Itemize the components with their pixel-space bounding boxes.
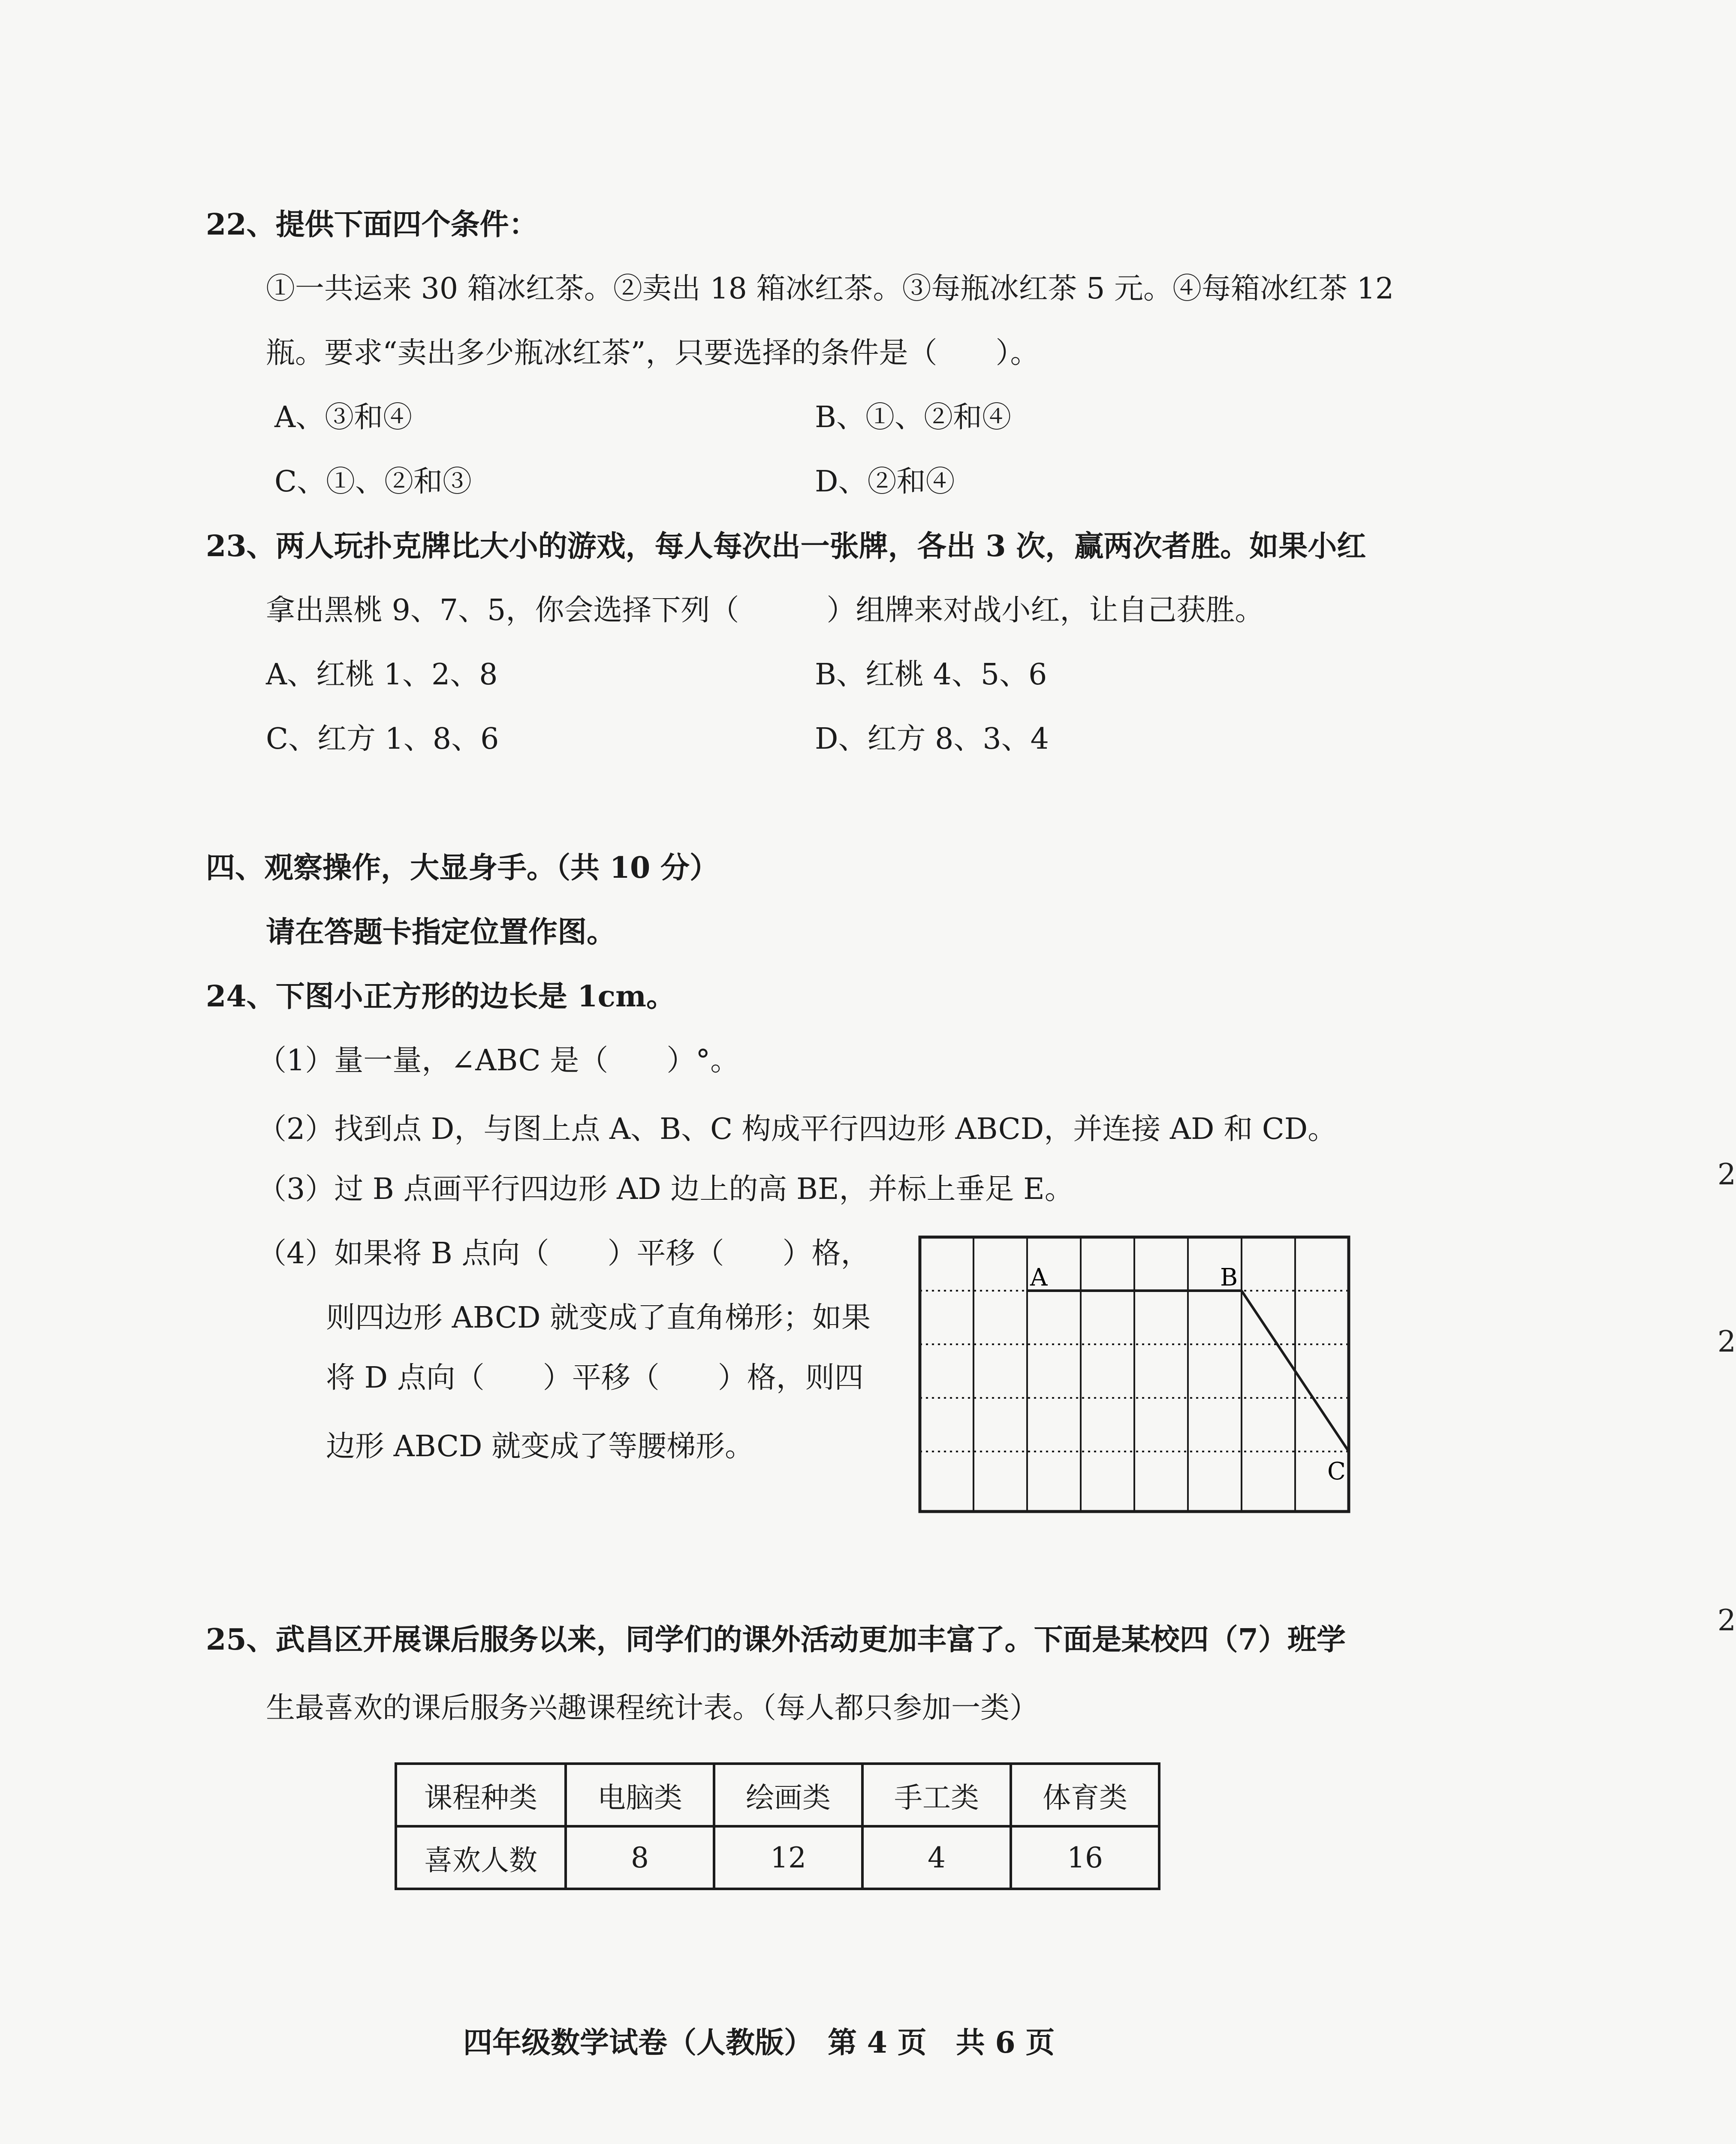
q24-sub2: （2）找到点 D，与图上点 A、B、C 构成平行四边形 ABCD，并连接 AD 和 CD。 xyxy=(257,1112,1337,1146)
table-header-cell: 电脑类 xyxy=(566,1764,714,1826)
q24-sub1: （1）量一量，∠ABC 是（ ）°。 xyxy=(257,1044,740,1078)
table-header-cell: 体育类 xyxy=(1011,1764,1159,1826)
square-grid-figure xyxy=(918,1235,1351,1514)
point-b-label: B xyxy=(1220,1264,1238,1292)
q22-conditions-line2: 瓶。要求“卖出多少瓶冰红茶”，只要选择的条件是（ ）。 xyxy=(266,336,1040,370)
table-cell: 4 xyxy=(862,1826,1011,1889)
table-cell: 12 xyxy=(714,1826,862,1889)
table-header-cell: 课程种类 xyxy=(396,1764,566,1826)
point-a-label: A xyxy=(1030,1264,1048,1292)
page-footer: 四年级数学试卷（人教版） 第 4 页 共 6 页 xyxy=(463,2026,1055,2060)
edge-digit: 2 xyxy=(1717,1604,1736,1638)
q24-sub4-line2: 则四边形 ABCD 就变成了直角梯形；如果 xyxy=(326,1301,871,1335)
table-header-cell: 手工类 xyxy=(862,1764,1011,1826)
q24-sub3: （3）过 B 点画平行四边形 AD 边上的高 BE，并标上垂足 E。 xyxy=(257,1172,1074,1206)
q23-option-b[interactable]: B、红桃 4、5、6 xyxy=(815,658,1047,692)
q23-option-c[interactable]: C、红方 1、8、6 xyxy=(266,722,499,756)
q24-sub4-line4: 边形 ABCD 就变成了等腰梯形。 xyxy=(326,1430,754,1463)
edge-digit: 2 xyxy=(1717,1158,1736,1192)
section4-title: 四、观察操作，大显身手。（共 10 分） xyxy=(206,851,719,885)
q24-sub4-line1: （4）如果将 B 点向（ ）平移（ ）格， xyxy=(257,1237,870,1271)
edge-digit: 2 xyxy=(1717,1325,1736,1359)
q22-conditions-line1: ①一共运来 30 箱冰红茶。②卖出 18 箱冰红茶。③每瓶冰红茶 5 元。④每箱冰红茶 12 xyxy=(266,272,1394,306)
table-cell: 16 xyxy=(1011,1826,1159,1889)
q24-sub4-line3: 将 D 点向（ ）平移（ ）格，则四 xyxy=(326,1361,864,1395)
grid-vertical-lines xyxy=(973,1237,1295,1512)
q22-stem: 22、提供下面四个条件： xyxy=(206,208,538,242)
table-cell: 8 xyxy=(566,1826,714,1889)
section4-instruction: 请在答题卡指定位置作图。 xyxy=(266,915,616,949)
q22-option-b[interactable]: B、①、②和④ xyxy=(815,400,1011,434)
q23-option-d[interactable]: D、红方 8、3、4 xyxy=(815,722,1049,756)
interest-course-table xyxy=(395,1762,1160,1890)
q22-option-d[interactable]: D、②和④ xyxy=(815,465,955,499)
q23-option-a[interactable]: A、红桃 1、2、8 xyxy=(266,658,498,692)
q23-stem-line2: 拿出黑桃 9、7、5，你会选择下列（ ）组牌来对战小红，让自己获胜。 xyxy=(266,593,1264,627)
point-c-label: C xyxy=(1327,1457,1346,1485)
table-cell: 喜欢人数 xyxy=(396,1826,566,1889)
q22-option-a[interactable]: A、③和④ xyxy=(274,400,413,434)
table-row xyxy=(396,1826,1159,1889)
q22-option-c[interactable]: C、①、②和③ xyxy=(274,465,472,499)
q24-stem: 24、下图小正方形的边长是 1cm。 xyxy=(206,979,675,1014)
table-header-row xyxy=(396,1764,1159,1826)
q25-stem-line2: 生最喜欢的课后服务兴趣课程统计表。（每人都只参加一类） xyxy=(266,1691,1039,1725)
table-header-cell: 绘画类 xyxy=(714,1764,862,1826)
q25-stem-line1: 25、武昌区开展课后服务以来，同学们的课外活动更加丰富了。下面是某校四（7）班学 xyxy=(206,1623,1346,1657)
q23-stem-line1: 23、两人玩扑克牌比大小的游戏，每人每次出一张牌，各出 3 次，赢两次者胜。如果小红 xyxy=(206,529,1366,563)
